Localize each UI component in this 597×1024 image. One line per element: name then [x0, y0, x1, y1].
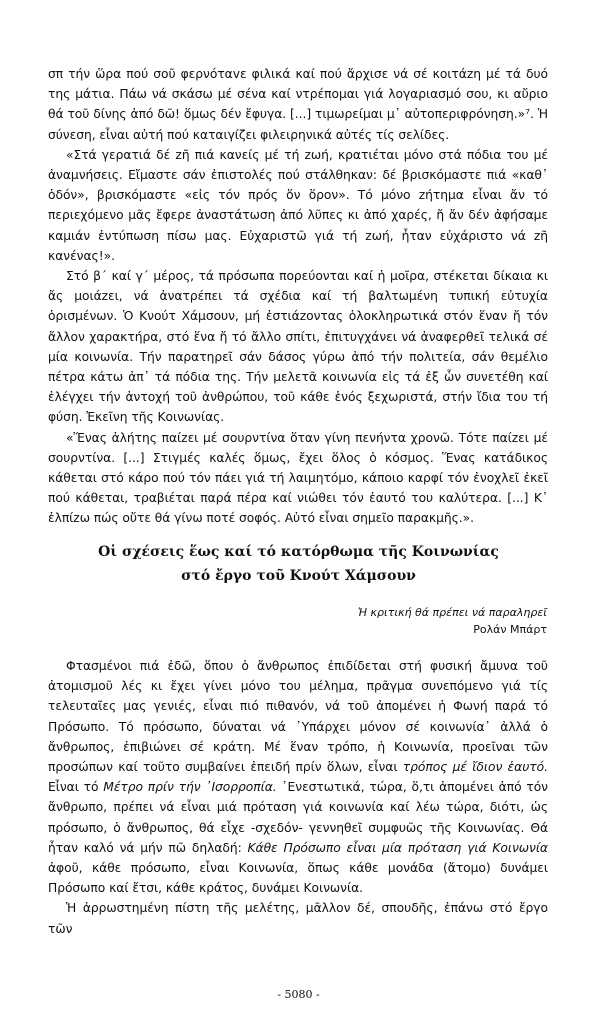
- paragraph: «Στά γερατιά δέ zῆ πιά κανείς μέ τή zωή, κρατιέται μόνο στά πόδια του μέ ἀναμνήσεις. Εἴμαστε σάν ἐπιστολές πού στάλθηκαν: δέ βρισκόμαστε πιά «καθ᾽ ὁδόν», βρισκόμαστε «εἰς τόν πρός ὅν ὅρον». Τό μόνο zήτημα εἶναι ἄν τό περιεχόμενο μᾶς ἔφερε ἀναστάτωση ἀπό λῦπες κι ἀπό χαρές, ἤ ἄν δέν ἀφήσαμε καμιάν ἐντύπωση πίσω μας. Εὐχαριστῶ γιά τή zωή, ἦταν εὐχάριστο νά zῆ κανένας!».: [48, 147, 548, 263]
- page-number: - 5080 -: [277, 988, 320, 1001]
- text-run: ἀφοῦ, κάθε πρόσωπο, εἶναι Κοινωνία, ὅπως κάθε μονάδα (ἄτομο) δυνάμει Πρόσωπο καί ἔτσι, κάθε κράτος, δυνάμει Κοινωνία.: [48, 861, 548, 896]
- epigraph: [358, 604, 547, 638]
- text-block-top: [48, 64, 548, 529]
- paragraph: «Ἕνας ἀλήτης παίzει μέ σουρντίνα ὅταν γίνη πενήντα χρονῶ. Τότε παίzει μέ σουρντίνα. [...] Στιγμές καλές ὅμως, ἔχει ὅλος ὁ κόσμος. Ἕνας κατάδικος κάθεται στό κάρο πού τόν πάει γιά τή λαιμητόμο, κάποιο καρφί τόν ἐνοχλεῖ ἐκεῖ πού κάθεται, τραβιέται παρά πέρα καί νιώθει τόν ἑαυτό του καλύτερα. [...] Κ᾽ ἐλπίzω πώς οὔτε θά γίνω ποτέ σοφός. Αὐτό εἶναι σημεῖο παρακμῆς.».: [48, 430, 548, 526]
- italic-run: Μέτρο πρίν τήν ᾿Ισορροπία.: [103, 780, 277, 795]
- text-block-bottom: [48, 656, 548, 939]
- italic-run: τρόπος μέ ἴδιον ἑαυτό.: [402, 760, 548, 775]
- text-run: Εἶναι τό: [48, 780, 104, 795]
- epigraph-quote: Ἡ κριτική θά πρέπει νά παραληρεῖ: [357, 606, 547, 619]
- paragraph: σπ τήν ὥρα πού σοῦ φερνόταvε φιλικά καί πού ἄρχισε νά σέ κοιτάzη μέ τά δυό της μάτια. Πάω νά σκάσω μέ σένα καί ντρέπομαι γιά λογαριασμό σου, κι αὔριο θά τοῦ δίνης ἀπό δῶ! ὅμως δέν ἔφυγα. [...] τιμωρείμαι μ᾽ αὐτοπεριφρόνηση.»⁷. Ἡ σύνεση, εἶναι αὐτή πού καταιγίζει φιλειρηνικά αὐτές τίς σελίδες.: [48, 67, 548, 142]
- epigraph-author: Ρολάν Μπάρτ: [473, 623, 547, 636]
- text-run: ᾿Ενεστωτικά, τώρα, ὅ,τι ἀπομένει ἀπό τόν ἄνθρωπο, πρέπει νά εἶναι μιά πρόταση γιά κοινωνία καί λέω τώρα, διότι, ὡς πρόσωπο, ὁ ἄνθρωπος, θά εἶχε -σχεδόν- γεννηθεῖ συμφυῶς τῆς Κοινωνίας. Θά ἦταν καλό νά μήν πῶ δηλαδή:: [48, 780, 549, 855]
- paragraph: [48, 656, 548, 898]
- section-heading: [60, 540, 537, 588]
- italic-run: Κάθε Πρόσωπο εἶναι μία πρόταση γιά Κοινωνία: [247, 840, 548, 855]
- heading-line: στό ἔργο τοῦ Κνούτ Χάμσουν: [181, 568, 416, 584]
- heading-line: Οἱ σχέσεις ἕως καί τό κατόρθωμα τῆς Κοινωνίας: [98, 544, 499, 560]
- paragraph: Στό β´ καί γ´ μέρος, τά πρόσωπα πορεύονται καί ἡ μοῖρα, στέκεται δίκαια κι ἄς μοιάzει, νά ἀνατρέπει τά σχέδια καί τή βαλτωμένη τυπική εὐτυχία ὁρισμένων. Ὁ Κνούτ Χάμσουν, μή ἐστιάzοντας ὁλοκληρωτικά στόν ἕναν ἤ τόν ἄλλον χαρακτήρα, στό ἕνα ἤ τό ἄλλο σπίτι, ἐπιτυγχάνει νά ἀναφερθεῖ τελικά σέ μία κοινωνία. Τήν παρατηρεῖ σάν δάσος γύρω ἀπό τήν πολιτεία, σάν θεμέλιο πέτρα κάτω ἀπ᾽ τά πόδια της. Τήν μελετᾶ κοινωνία εἰς τά ἐξ ὧν συνετέθη καί ἐλέγχει τήν ἀντοχή τοῦ ἀνθρώπου, τοῦ κάθε ἑνός ξεχωριστά, στήν ἴδια του τή φύση. Ἐκεῖνη τῆς Κοινωνίας.: [48, 269, 548, 425]
- paragraph: Ἡ ἀρρωστημένη πίστη τῆς μελέτης, μᾶλλον δέ, σπουδῆς, ἐπάνω στό ἔργο τῶν: [48, 901, 548, 936]
- text-run: Φτασμένοι πιά ἐδῶ, ὅπου ὁ ἄνθρωπος ἐπιδίδεται στή φυσική ἄμυνα τοῦ ἀτομισμοῦ λές κι ἔχει γίνει μόνο του μέλημα, πρᾶγμα συνεπόμενο γιά τίς τελευταῖες μας γενιές, εἶναι πιό πιθανόν, νά τοῦ ἀπομένει ἡ Φωνή παρά τό Πρόσωπο. Τό πρόσωπο, δύναται νά ᾿Υπάρχει μόνον σέ κοινωνία᾽ ἀλλά ὁ ἄνθρωπος, ἐπιβιώνει σέ κράτη. Μέ ἕναν τρόπο, ἡ Κοινωνία, προεῖναι τῶν προσώπων καί τοῦτο συμβαίνει ἐπειδή πρίν ὅλων, εἶναι: [48, 659, 548, 775]
